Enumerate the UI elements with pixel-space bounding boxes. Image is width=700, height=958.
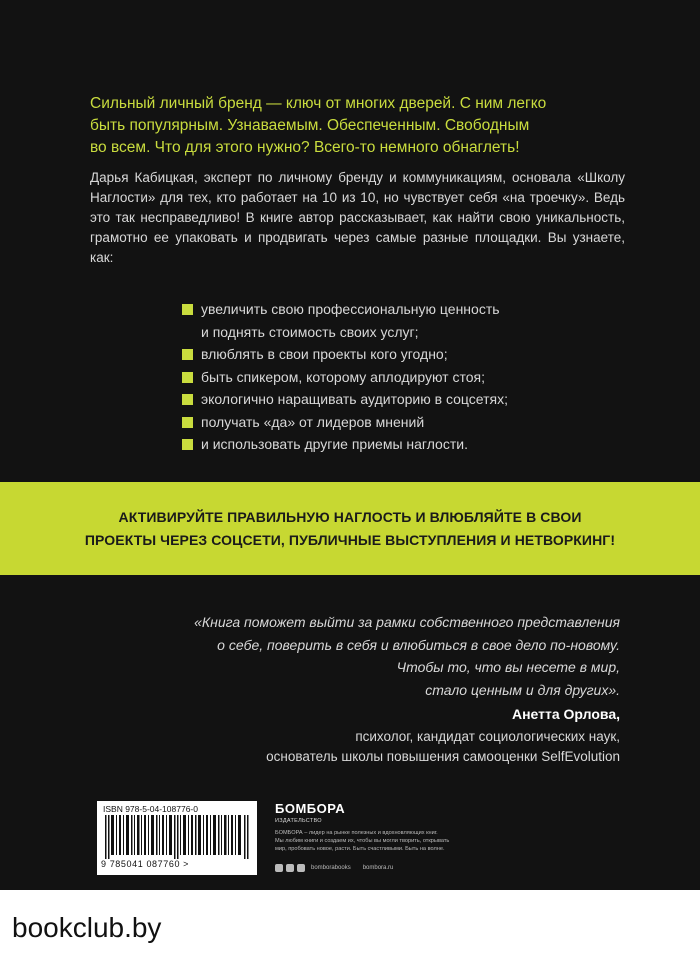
- barcode-digits: 9 785041 087760 >: [101, 859, 190, 869]
- square-bullet-icon: [182, 417, 193, 428]
- publisher-description: БОМБОРА – лидер на рынке полезных и вдохновляющих книг. Мы любим книги и создаем их, чтобы вы могли творить, открывать мир, пробовать новое, расти. Быть счастливыми. Быть на волне.: [275, 830, 450, 852]
- barcode-icon: [105, 815, 249, 859]
- list-item: влюблять в свои проекты кого угодно;: [180, 343, 620, 366]
- publisher-subtitle: ИЗДАТЕЛЬСТВО: [275, 818, 322, 824]
- testimonial-quote: «Книга поможет выйти за рамки собственного представления о себе, поверить в себя и влюбиться в свое дело по-новому. Чтобы то, что вы несете в мир, стало ценным и для других».: [194, 614, 620, 698]
- quote-author-name: Анетта Орлова,: [511, 706, 620, 722]
- quote-author-role: психолог, кандидат социологических наук, основатель школы повышения самооценки SelfEvolution: [266, 729, 620, 764]
- social-handle: bomborabooks: [311, 865, 351, 871]
- isbn-number: ISBN 978-5-04-108776-0: [103, 804, 198, 814]
- list-item: и использовать другие приемы наглости.: [180, 433, 620, 456]
- square-bullet-icon: [182, 394, 193, 405]
- lead-paragraph: Сильный личный бренд — ключ от многих дверей. С ним легко быть популярным. Узнаваемым. Обеспеченным. Свободным во всем. Что для этого нужно? Всего-то немного обнаглеть!: [90, 95, 547, 156]
- list-item: быть спикером, которому аплодируют стоя;: [180, 366, 620, 389]
- list-item: увеличить свою профессиональную ценность и поднять стоимость своих услуг;: [180, 298, 620, 343]
- square-bullet-icon: [182, 439, 193, 450]
- benefits-list: [180, 298, 620, 456]
- intro-paragraph: Дарья Кабицкая, эксперт по личному бренду и коммуникациям, основала «Школу Наглости» для тех, кто работает на 10 из 10, но чувствует себя «на троечку». Ведь это так несправедливо! В книге автор рассказывает, как найти свою уникальность, грамотно ее упаковать и продвигать через самые разные площадки. Вы узнаете, как:: [90, 170, 625, 265]
- barcode-label: [97, 801, 257, 875]
- vk-icon: [275, 864, 283, 872]
- call-to-action-text: АКТИВИРУЙТЕ ПРАВИЛЬНУЮ НАГЛОСТЬ И ВЛЮБЛЯЙТЕ В СВОИ ПРОЕКТЫ ЧЕРЕЗ СОЦСЕТИ, ПУБЛИЧНЫЕ ВЫСТУПЛЕНИЯ И НЕТВОРКИНГ!: [84, 508, 616, 548]
- instagram-icon: [297, 864, 305, 872]
- publisher-social-links: [275, 864, 399, 872]
- square-bullet-icon: [182, 372, 193, 383]
- list-item: экологично наращивать аудиторию в соцсетях;: [180, 388, 620, 411]
- square-bullet-icon: [182, 304, 193, 315]
- telegram-icon: [286, 864, 294, 872]
- publisher-logo: БОМБОРА: [275, 801, 346, 816]
- publisher-site: bombora.ru: [362, 865, 394, 871]
- square-bullet-icon: [182, 349, 193, 360]
- list-item: получать «да» от лидеров мнений: [180, 411, 620, 434]
- watermark-site: bookclub.by: [12, 912, 162, 943]
- call-to-action-band: [0, 482, 700, 575]
